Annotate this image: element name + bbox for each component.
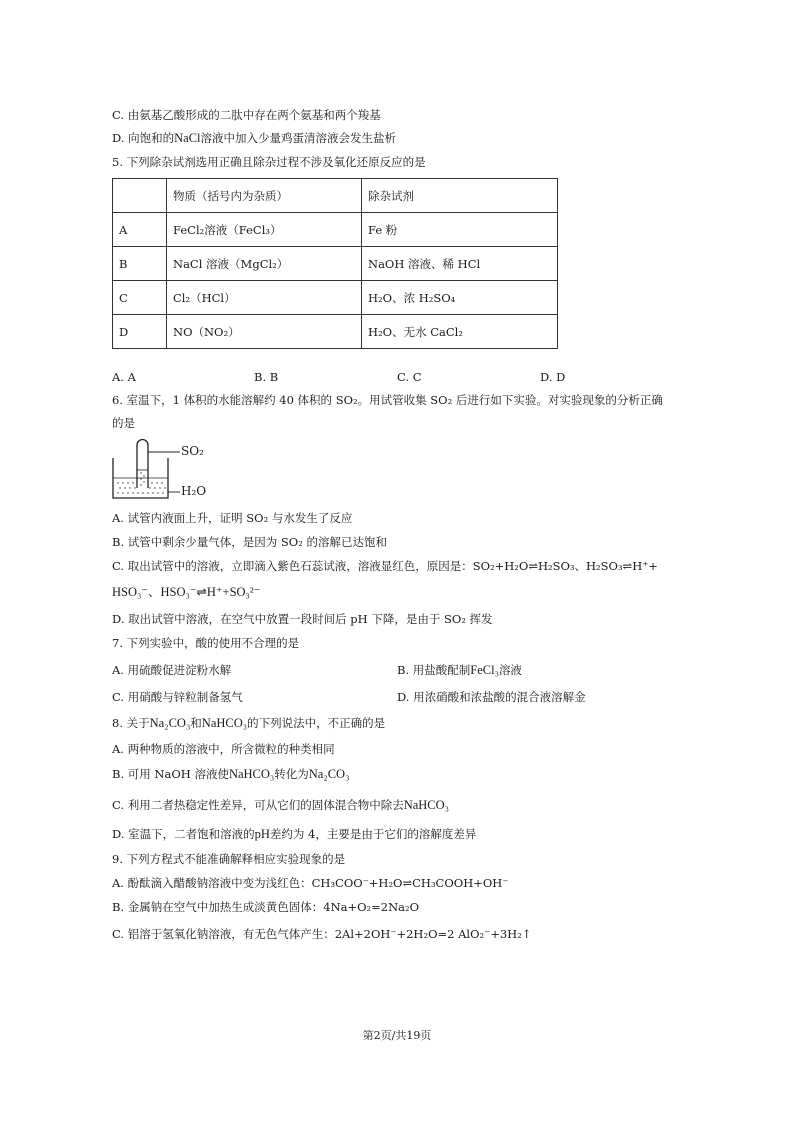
q5-table: [112, 178, 558, 349]
table-row: [113, 281, 558, 315]
table-header-cell: 除杂试剂: [362, 179, 558, 213]
row-label: C: [113, 281, 167, 315]
row-substance: Cl₂（HCl）: [167, 281, 362, 315]
q8-option-b: [112, 766, 349, 782]
q5-stem: 5. 下列除杂试剂选用正确且除杂过程不涉及氧化还原反应的是: [112, 155, 426, 169]
q8-option-c: [112, 797, 449, 813]
row-reagent: H₂O、无水 CaCl₂: [362, 315, 558, 349]
row-substance: NaCl 溶液（MgCl₂）: [167, 247, 362, 281]
q6-option-d: D. 取出试管中溶液，在空气中放置一段时间后 pH 下降，是由于 SO₂ 挥发: [112, 612, 493, 626]
q8-option-a: A. 两种物质的溶液中，所含微粒的种类相同: [112, 742, 335, 756]
row-reagent: NaOH 溶液、稀 HCl: [362, 247, 558, 281]
q6-stem-line1: 6. 室温下，1 体积的水能溶解约 40 体积的 SO₂。用试管收集 SO₂ 后进行如下实验。对实验现象的分析正确: [112, 393, 663, 407]
q6-stem-line2: 的是: [112, 416, 135, 430]
q5-option-d: D. D: [540, 370, 566, 384]
q7-option-a: A. 用硫酸促进淀粉水解: [112, 663, 232, 677]
q9-option-b: B. 金属钠在空气中加热生成淡黄色固体：4Na+O₂=2Na₂O: [112, 900, 420, 914]
q8-option-b-formula-2: Na₂CO₃: [308, 767, 350, 781]
table-header-cell: [113, 179, 167, 213]
row-substance: NO（NO₂）: [167, 315, 362, 349]
q9-option-c: C. 铝溶于氢氧化钠溶液，有无色气体产生：2Al+2OH⁻+2H₂O=2 AlO₂⁻+3H₂↑: [112, 927, 532, 941]
q5-option-c: C. C: [397, 370, 422, 384]
q7-option-b-formula: FeCl₃: [470, 663, 499, 677]
q4-option-d-formula: NaCl: [174, 131, 201, 145]
q8-option-d-post: 差约为 4，主要是由于它们的溶解度差异: [269, 827, 477, 841]
q7-option-d: D. 用浓硝酸和浓盐酸的混合液溶解金: [397, 690, 586, 704]
row-label: B: [113, 247, 167, 281]
row-reagent: H₂O、浓 H₂SO₄: [362, 281, 558, 315]
q8-stem: [112, 715, 385, 731]
table-header-row: [113, 179, 558, 213]
q7-option-b-post: 溶液: [498, 663, 522, 677]
q7-option-c: C. 用硝酸与锌粒制备氢气: [112, 690, 243, 704]
q8-option-b-formula-1: NaHCO₃: [228, 767, 275, 781]
table-header-cell: 物质（括号内为杂质）: [167, 179, 362, 213]
so2-label: SO₂: [181, 444, 204, 458]
q8-stem-post: 的下列说法中，不正确的是: [247, 716, 386, 730]
q6-apparatus-figure: [108, 436, 218, 504]
q8-option-c-pre: C. 利用二者热稳定性差异，可从它们的固体混合物中除去: [112, 798, 404, 812]
q4-option-c: C. 由氨基乙酸形成的二肽中存在两个氨基和两个羧基: [112, 108, 381, 122]
q8-stem-pre: 8. 关于: [112, 716, 150, 730]
row-substance: FeCl₂溶液（FeCl₃）: [167, 213, 362, 247]
q8-stem-formula-2: NaHCO₃: [201, 716, 248, 730]
q9-stem: 9. 下列方程式不能准确解释相应实验现象的是: [112, 852, 346, 866]
q7-option-b-pre: B. 用盐酸配制: [397, 663, 471, 677]
q8-option-b-pre: B. 可用 NaOH 溶液使: [112, 767, 229, 781]
q6-option-c-line2: HSO₃⁻、HSO₃⁻⇌H⁺+SO₃²⁻: [112, 585, 261, 599]
q8-option-d-formula: pH: [254, 827, 270, 841]
table-row: [113, 315, 558, 349]
q8-option-d: [112, 826, 476, 842]
q8-option-c-formula: NaHCO₃: [403, 798, 450, 812]
q6-option-b: B. 试管中剩余少量气体，是因为 SO₂ 的溶解已达饱和: [112, 535, 387, 549]
q9-option-a: A. 酚酞滴入醋酸钠溶液中变为浅红色：CH₃COO⁻+H₂O⇌CH₃COOH+OH⁻: [112, 876, 509, 890]
q7-option-b: [397, 662, 522, 678]
q8-stem-mid: 和: [190, 716, 202, 730]
table-row: [113, 213, 558, 247]
row-label: D: [113, 315, 167, 349]
row-reagent: Fe 粉: [362, 213, 558, 247]
q8-stem-formula-1: Na₂CO₃: [149, 716, 191, 730]
q4-option-d: [112, 130, 396, 146]
h2o-label: H₂O: [181, 484, 207, 498]
q5-option-a: A. A: [112, 370, 136, 384]
q8-option-b-mid: 转化为: [274, 767, 309, 781]
q4-option-d-pre: D. 向饱和的: [112, 131, 175, 145]
q8-option-d-pre: D. 室温下，二者饱和溶液的: [112, 827, 255, 841]
q5-option-b: B. B: [254, 370, 279, 384]
q7-stem: 7. 下列实验中，酸的使用不合理的是: [112, 636, 300, 650]
row-label: A: [113, 213, 167, 247]
q6-option-c-line1: C. 取出试管中的溶液，立即滴入紫色石蕊试液，溶液显红色，原因是：SO₂+H₂O⇌H₂SO₃、H₂SO₃⇌H⁺+: [112, 559, 658, 573]
table-row: [113, 247, 558, 281]
q6-option-a: A. 试管内液面上升，证明 SO₂ 与水发生了反应: [112, 511, 353, 525]
q4-option-d-post: 溶液中加入少量鸡蛋清溶液会发生盐析: [200, 131, 397, 145]
page-number-footer: 第2页/共19页: [362, 1029, 432, 1042]
